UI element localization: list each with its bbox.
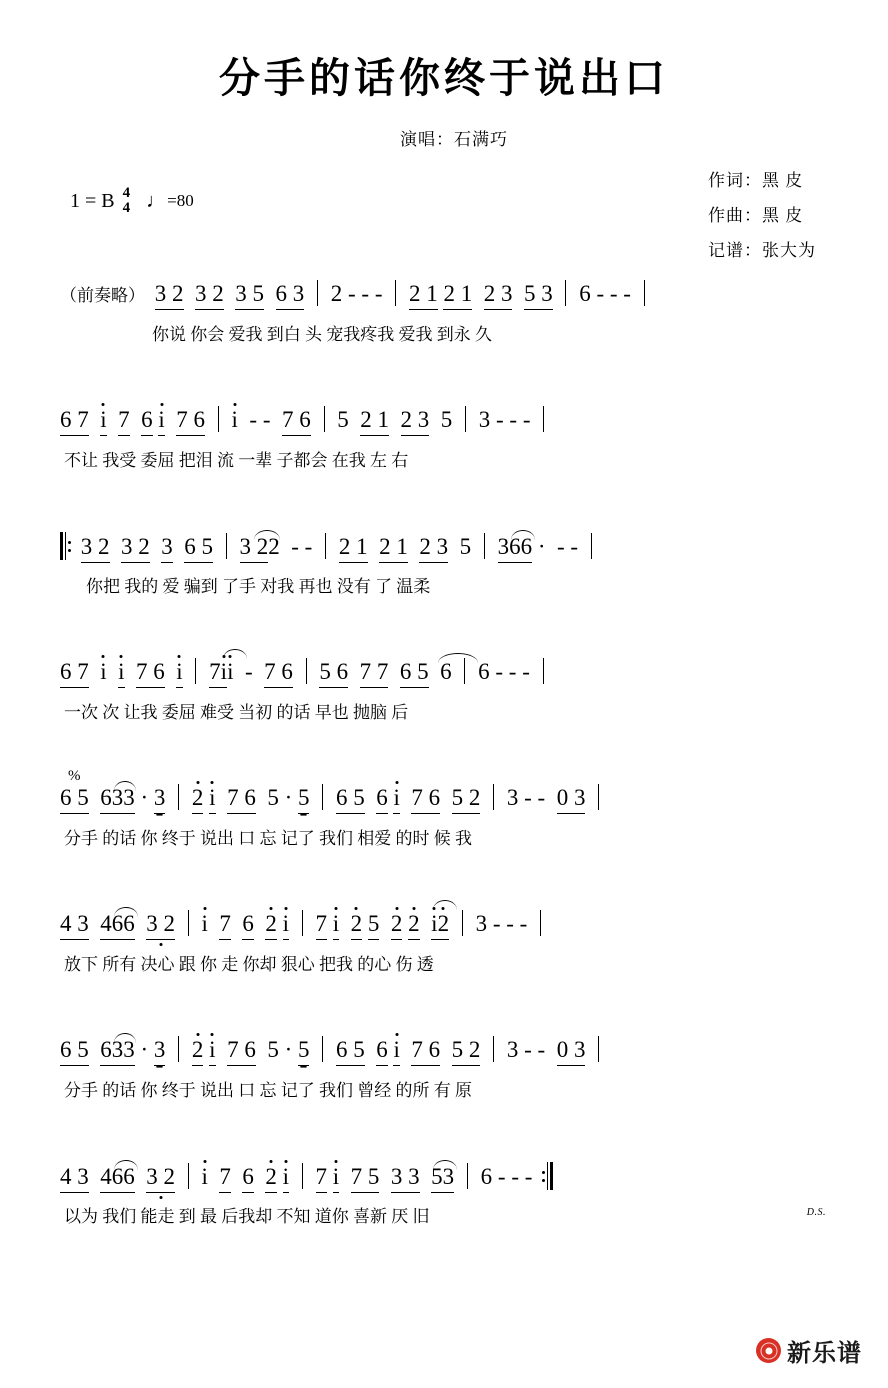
barline bbox=[644, 280, 645, 306]
note: 2 bbox=[265, 1164, 277, 1193]
time-signature bbox=[123, 186, 131, 216]
note: i bbox=[100, 407, 106, 436]
barline bbox=[462, 910, 463, 936]
segno-sign: % bbox=[68, 768, 81, 785]
barline bbox=[226, 533, 227, 559]
note: 3 - - bbox=[506, 785, 546, 811]
note: 6 bbox=[242, 1164, 254, 1193]
note: 7 7 bbox=[360, 659, 389, 688]
note: i bbox=[209, 785, 215, 814]
lyrics-row-6: 放下 所有 决心 跟 你 走 你却 狠心 把我 的心 伤 透 bbox=[64, 955, 434, 975]
note: i bbox=[227, 659, 234, 685]
note: 6 5 bbox=[60, 785, 89, 814]
note: 3 2 bbox=[121, 534, 150, 563]
barline bbox=[465, 406, 466, 432]
note: 2 bbox=[408, 911, 420, 940]
ds-marking: D.S. bbox=[806, 1207, 826, 1219]
note-tied: 5 bbox=[431, 1164, 443, 1193]
note: 6 bbox=[100, 785, 112, 814]
note: 0 3 bbox=[557, 785, 586, 814]
barline bbox=[322, 784, 323, 810]
note: 2 3 bbox=[401, 407, 430, 436]
barline bbox=[543, 658, 544, 684]
performer-credit: 演唱：石满巧 bbox=[400, 130, 508, 150]
note: 6 bbox=[123, 1164, 135, 1193]
note: 4 3 bbox=[60, 1164, 89, 1193]
note: 2 bbox=[192, 785, 204, 814]
barline bbox=[325, 533, 326, 559]
note: i bbox=[201, 911, 208, 937]
note: 6 5 bbox=[336, 785, 365, 814]
note: 2 - - - bbox=[330, 281, 383, 307]
note: 6 bbox=[376, 1037, 388, 1066]
page-title: 分手的话你终于说出口 bbox=[219, 55, 669, 101]
note: 3 2 bbox=[146, 911, 175, 940]
sheet-music-page bbox=[0, 56, 888, 1388]
note: 2 3 bbox=[484, 281, 513, 310]
note: 3 - - - bbox=[478, 407, 531, 433]
note: 7 6 bbox=[227, 1037, 256, 1066]
note: 7 6 bbox=[136, 659, 165, 688]
barline bbox=[188, 1163, 189, 1189]
note: - - bbox=[285, 534, 313, 560]
note: i bbox=[100, 659, 107, 685]
note: i bbox=[209, 1037, 215, 1066]
barline bbox=[188, 910, 189, 936]
note-tied: i bbox=[221, 659, 227, 688]
note: 2 bbox=[438, 911, 450, 940]
note: - bbox=[239, 659, 259, 685]
note: 5 2 bbox=[452, 1037, 481, 1066]
barline bbox=[324, 406, 325, 432]
note: i bbox=[333, 911, 339, 940]
barline bbox=[598, 1036, 599, 1062]
lyrics-row-2: 不让 我受 委屈 把泪 流 一辈 子都会 在我 左 右 bbox=[64, 451, 409, 471]
note-tied: i bbox=[431, 911, 437, 940]
note: 6 - - - bbox=[579, 281, 631, 307]
note: 6 7 bbox=[60, 659, 89, 688]
metadata-row bbox=[60, 164, 828, 260]
note: 7 6 bbox=[282, 407, 311, 436]
note: 7 bbox=[219, 1164, 231, 1193]
note: 3 bbox=[443, 1164, 455, 1193]
barline bbox=[178, 784, 179, 810]
composer-credit: 作曲：黑 皮 bbox=[708, 205, 804, 225]
note: 2 bbox=[391, 911, 403, 940]
note-tied: 3 bbox=[112, 785, 124, 814]
note: 3 bbox=[154, 1037, 166, 1066]
note: 6 bbox=[123, 911, 135, 940]
note: 6 bbox=[141, 407, 153, 436]
note: 7 6 bbox=[411, 1037, 440, 1066]
time-numerator: 4 bbox=[122, 185, 131, 202]
music-system-8 bbox=[60, 1162, 828, 1268]
note: 6 5 bbox=[184, 534, 213, 563]
repeat-end-barline bbox=[541, 1162, 553, 1190]
note: 5 bbox=[267, 785, 279, 811]
barline bbox=[484, 533, 485, 559]
note: 6 5 bbox=[336, 1037, 365, 1066]
note: i bbox=[333, 1164, 339, 1193]
note: 3 2 bbox=[240, 534, 269, 563]
note-tied: 6 bbox=[112, 911, 124, 940]
note: 2 1 bbox=[360, 407, 389, 436]
note-tied: 3 bbox=[112, 1037, 124, 1066]
note: 5 6 bbox=[319, 659, 348, 688]
note: i bbox=[118, 659, 124, 688]
note: 3 bbox=[123, 1037, 135, 1066]
note: 6 7 bbox=[60, 407, 89, 436]
prelude-label: （前奏略） bbox=[60, 286, 145, 306]
note: 5 bbox=[298, 785, 310, 814]
music-system-4 bbox=[60, 658, 828, 764]
key-signature: 1 = B bbox=[70, 189, 115, 212]
lyrics-row-8: 以为 我们 能走 到 最 后我却 不知 道你 喜新 厌 旧 bbox=[64, 1207, 430, 1227]
note: 3 bbox=[154, 785, 166, 814]
disc-icon bbox=[756, 1338, 781, 1363]
note: 3 - - - bbox=[475, 911, 528, 937]
note: i bbox=[158, 407, 164, 436]
note: 5 2 bbox=[452, 785, 481, 814]
barline bbox=[543, 406, 544, 432]
note: i bbox=[283, 1164, 289, 1193]
lyrics-row-5: 分手 的话 你 终于 说出 口 忘 记了 我们 相爱 的时 候 我 bbox=[64, 829, 472, 849]
music-system-1 bbox=[60, 280, 828, 386]
note: - - bbox=[243, 407, 277, 433]
note: 6 5 bbox=[60, 1037, 89, 1066]
note: 2 bbox=[265, 911, 277, 940]
quarter-note-icon: ♩ bbox=[146, 190, 167, 213]
note: 5 bbox=[440, 407, 453, 433]
note: i bbox=[283, 911, 289, 940]
music-system-7 bbox=[60, 1036, 828, 1142]
note: 6 bbox=[376, 785, 388, 814]
notation-row-6 bbox=[60, 910, 828, 950]
note: 5 bbox=[337, 407, 349, 433]
barline bbox=[493, 784, 494, 810]
note: 5 bbox=[267, 1037, 279, 1063]
barline bbox=[195, 658, 196, 684]
note: 3 2 bbox=[146, 1164, 175, 1193]
time-denominator: 4 bbox=[122, 200, 131, 217]
note: 6 bbox=[521, 534, 533, 563]
note-tied: 6 bbox=[440, 659, 452, 685]
note: 3 2 bbox=[81, 534, 110, 563]
note: 3 2 bbox=[195, 281, 224, 310]
barline bbox=[395, 280, 396, 306]
note: 3 bbox=[123, 785, 135, 814]
notation-row-4 bbox=[60, 658, 828, 698]
barline bbox=[302, 1163, 303, 1189]
barline bbox=[306, 658, 307, 684]
dot: · bbox=[284, 785, 293, 811]
note: 5 bbox=[459, 534, 472, 560]
watermark-label: 新乐谱 bbox=[787, 1340, 862, 1367]
note: 3 - - bbox=[506, 1037, 546, 1063]
barline bbox=[591, 533, 592, 559]
note: 5 bbox=[368, 911, 380, 940]
note: 7 6 bbox=[176, 407, 205, 436]
note-tied: 2 bbox=[268, 534, 280, 560]
note: 7 5 bbox=[351, 1164, 380, 1193]
note: 3 2 bbox=[155, 281, 184, 310]
dot: · bbox=[537, 534, 546, 560]
note: 5 3 bbox=[524, 281, 553, 310]
dot: · bbox=[140, 785, 149, 811]
notation-row-7 bbox=[60, 1036, 828, 1076]
tempo-value: =80 bbox=[167, 191, 194, 211]
note: 2 1 bbox=[409, 281, 438, 310]
note: 7 bbox=[316, 911, 328, 940]
note: 5 bbox=[298, 1037, 310, 1066]
note: 3 5 bbox=[235, 281, 264, 310]
notation-row-2 bbox=[60, 406, 828, 446]
lyrics-row-7: 分手 的话 你 终于 说出 口 忘 记了 我们 曾经 的所 有 原 bbox=[64, 1081, 472, 1101]
note: 0 3 bbox=[557, 1037, 586, 1066]
note: 4 bbox=[100, 911, 112, 940]
note: 2 1 bbox=[443, 281, 472, 310]
note: 7 bbox=[316, 1164, 328, 1193]
note: 6 - - - bbox=[478, 659, 530, 685]
lyrics-row-4: 一次 次 让我 委屈 难受 当初 的话 早也 抛脑 后 bbox=[64, 703, 409, 723]
barline bbox=[322, 1036, 323, 1062]
barline bbox=[317, 280, 318, 306]
tempo-marking bbox=[146, 191, 194, 211]
note: 2 bbox=[192, 1037, 204, 1066]
barline bbox=[540, 910, 541, 936]
note: 7 bbox=[219, 911, 231, 940]
music-system-3 bbox=[60, 532, 828, 638]
note: 4 bbox=[100, 1164, 112, 1193]
notation-row-5 bbox=[60, 784, 828, 824]
credits-block bbox=[708, 164, 816, 269]
note: 2 1 bbox=[339, 534, 368, 563]
notation-credit: 记谱：张大为 bbox=[708, 240, 816, 260]
note: i bbox=[231, 407, 238, 433]
note: 2 3 bbox=[419, 534, 448, 563]
barline bbox=[493, 1036, 494, 1062]
note: 7 6 bbox=[227, 785, 256, 814]
repeat-start-barline bbox=[60, 532, 71, 560]
note: i bbox=[393, 785, 399, 814]
note: 3 bbox=[161, 534, 173, 563]
note: 7 bbox=[118, 407, 130, 436]
lyrics-row-3: 你把 我的 爱 骗到 了手 对我 再也 没有 了 温柔 bbox=[86, 577, 431, 597]
dot: · bbox=[140, 1037, 149, 1063]
note: 7 bbox=[209, 659, 221, 688]
note: 3 3 bbox=[391, 1164, 420, 1193]
note: 6 bbox=[100, 1037, 112, 1066]
note: 6 3 bbox=[276, 281, 305, 310]
music-system-6 bbox=[60, 910, 828, 1016]
music-system-2 bbox=[60, 406, 828, 512]
lyrics-row-1: 你说 你会 爱我 到白 头 宠我疼我 爱我 到永 久 bbox=[152, 325, 492, 345]
barline bbox=[302, 910, 303, 936]
notation-row-3 bbox=[60, 532, 828, 572]
note-tied: 6 bbox=[509, 534, 521, 563]
watermark bbox=[756, 1333, 862, 1368]
barline bbox=[178, 1036, 179, 1062]
note: 7 6 bbox=[411, 785, 440, 814]
note: i bbox=[201, 1164, 208, 1190]
note: i bbox=[393, 1037, 399, 1066]
note: - - bbox=[551, 534, 579, 560]
lyricist-credit: 作词：黑 皮 bbox=[708, 171, 804, 191]
note: 6 5 bbox=[400, 659, 429, 688]
note: 2 bbox=[351, 911, 363, 940]
notation-row-1 bbox=[60, 280, 828, 320]
note: 4 3 bbox=[60, 911, 89, 940]
music-system-5 bbox=[60, 768, 828, 890]
barline bbox=[218, 406, 219, 432]
note: 6 bbox=[242, 911, 254, 940]
key-tempo-block bbox=[70, 186, 194, 216]
barline bbox=[598, 784, 599, 810]
note: 2 1 bbox=[379, 534, 408, 563]
note: 3 bbox=[498, 534, 510, 563]
note: 7 6 bbox=[264, 659, 293, 688]
note-tied: 6 bbox=[112, 1164, 124, 1193]
barline bbox=[467, 1163, 468, 1189]
note: 6 - - - bbox=[480, 1164, 533, 1190]
dot: · bbox=[284, 1037, 293, 1063]
barline bbox=[565, 280, 566, 306]
note: i bbox=[176, 659, 182, 688]
